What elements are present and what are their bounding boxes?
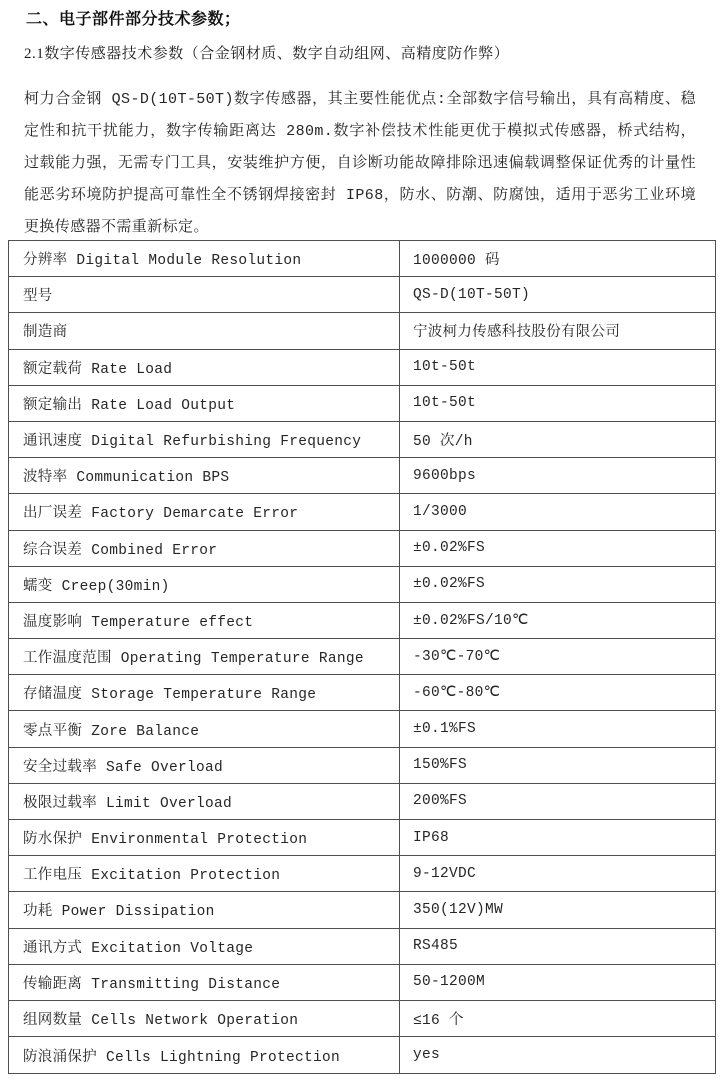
intro-paragraph: 柯力合金钢 QS-D(10T-50T)数字传感器，其主要性能优点:全部数字信号输出，具有高精度、稳定性和抗干扰能力，数字传输距离达 280m.数字补偿技术性能更优于模拟式传感器，桥式结构，过载能力强，无需专门工具，安装维护方便，自诊断功能故障排除迅速偏载调整保证优秀的计量性能恶劣环境防护提高可靠性全不锈钢焊接密封 IP68，防水、防潮、防腐蚀，适用于恶劣工业环境更换传感器不需重新标定。	[24, 91, 696, 236]
parameter-name-cell: 组网数量 Cells Network Operation	[9, 1001, 400, 1036]
parameter-name-cell: 额定载荷 Rate Load	[9, 350, 400, 385]
parameter-name-cell: 防水保护 Environmental Protection	[9, 820, 400, 855]
parameter-value-cell: 1000000 码	[413, 253, 500, 270]
table-row	[9, 567, 715, 603]
parameter-value-cell: 350(12V)MW	[413, 901, 504, 918]
table-row	[9, 531, 715, 567]
parameter-name-cell: 温度影响 Temperature effect	[9, 603, 400, 638]
table-row	[9, 277, 715, 313]
parameter-value-cell: yes	[413, 1047, 441, 1064]
table-row	[9, 965, 715, 1001]
table-row	[9, 784, 715, 820]
parameter-value-cell: ±0.02%FS	[413, 540, 486, 557]
parameter-name-cell: 零点平衡 Zore Balance	[9, 711, 400, 746]
table-row	[9, 494, 715, 530]
spec-table	[8, 240, 716, 1074]
parameter-value-cell: -60℃-80℃	[413, 685, 501, 702]
parameter-name-cell: 额定输出 Rate Load Output	[9, 386, 400, 421]
parameter-value-cell: 9600bps	[413, 467, 477, 484]
parameter-name-cell: 存储温度 Storage Temperature Range	[9, 675, 400, 710]
parameter-value-cell: 9-12VDC	[413, 865, 477, 882]
parameter-name-cell: 安全过载率 Safe Overload	[9, 748, 400, 783]
table-row	[9, 386, 715, 422]
table-row	[9, 241, 715, 277]
parameter-name-cell: 制造商	[9, 313, 400, 348]
parameter-value-cell: 宁波柯力传感科技股份有限公司	[413, 325, 621, 342]
parameter-value-cell: 150%FS	[413, 757, 468, 774]
table-row	[9, 1037, 715, 1073]
table-row	[9, 929, 715, 965]
table-row	[9, 711, 715, 747]
parameter-value-cell: ±0.1%FS	[413, 721, 477, 738]
table-row	[9, 603, 715, 639]
parameter-value-cell: 50-1200M	[413, 974, 486, 991]
parameter-name-cell: 综合误差 Combined Error	[9, 531, 400, 566]
table-row	[9, 820, 715, 856]
parameter-name-cell: 防浪涌保护 Cells Lightning Protection	[9, 1037, 400, 1073]
parameter-name-cell: 型号	[9, 277, 400, 312]
parameter-name-cell: 波特率 Communication BPS	[9, 458, 400, 493]
parameter-value-cell: ≤16 个	[413, 1013, 464, 1030]
table-row	[9, 422, 715, 458]
parameter-value-cell: QS-D(10T-50T)	[413, 286, 531, 303]
parameter-name-cell: 出厂误差 Factory Demarcate Error	[9, 494, 400, 529]
table-row	[9, 313, 715, 349]
parameter-value-cell: 50 次/h	[413, 434, 473, 451]
table-row	[9, 350, 715, 386]
parameter-name-cell: 传输距离 Transmitting Distance	[9, 965, 400, 1000]
subsection-heading: 2.1数字传感器技术参数（合金钢材质、数字自动组网、高精度防作弊）	[24, 46, 510, 62]
parameter-name-cell: 蠕变 Creep(30min)	[9, 567, 400, 602]
table-row	[9, 1001, 715, 1037]
table-row	[9, 639, 715, 675]
parameter-name-cell: 通讯速度 Digital Refurbishing Frequency	[9, 422, 400, 457]
parameter-name-cell: 工作温度范围 Operating Temperature Range	[9, 639, 400, 674]
parameter-name-cell: 功耗 Power Dissipation	[9, 892, 400, 927]
parameter-value-cell: RS485	[413, 938, 459, 955]
parameter-name-cell: 工作电压 Excitation Protection	[9, 856, 400, 891]
parameter-value-cell: ±0.02%FS/10℃	[413, 612, 529, 629]
parameter-value-cell: IP68	[413, 829, 450, 846]
parameter-value-cell: 1/3000	[413, 503, 468, 520]
table-row	[9, 675, 715, 711]
section-heading: 二、电子部件部分技术参数；	[26, 11, 241, 28]
parameter-value-cell: 10t-50t	[413, 395, 477, 412]
parameter-value-cell: -30℃-70℃	[413, 649, 501, 666]
parameter-value-cell: 10t-50t	[413, 359, 477, 376]
parameter-name-cell: 分辨率 Digital Module Resolution	[9, 241, 400, 276]
parameter-value-cell: ±0.02%FS	[413, 576, 486, 593]
table-row	[9, 892, 715, 928]
table-row	[9, 748, 715, 784]
parameter-name-cell: 极限过载率 Limit Overload	[9, 784, 400, 819]
parameter-name-cell: 通讯方式 Excitation Voltage	[9, 929, 400, 964]
parameter-value-cell: 200%FS	[413, 793, 468, 810]
table-row	[9, 856, 715, 892]
table-row	[9, 458, 715, 494]
